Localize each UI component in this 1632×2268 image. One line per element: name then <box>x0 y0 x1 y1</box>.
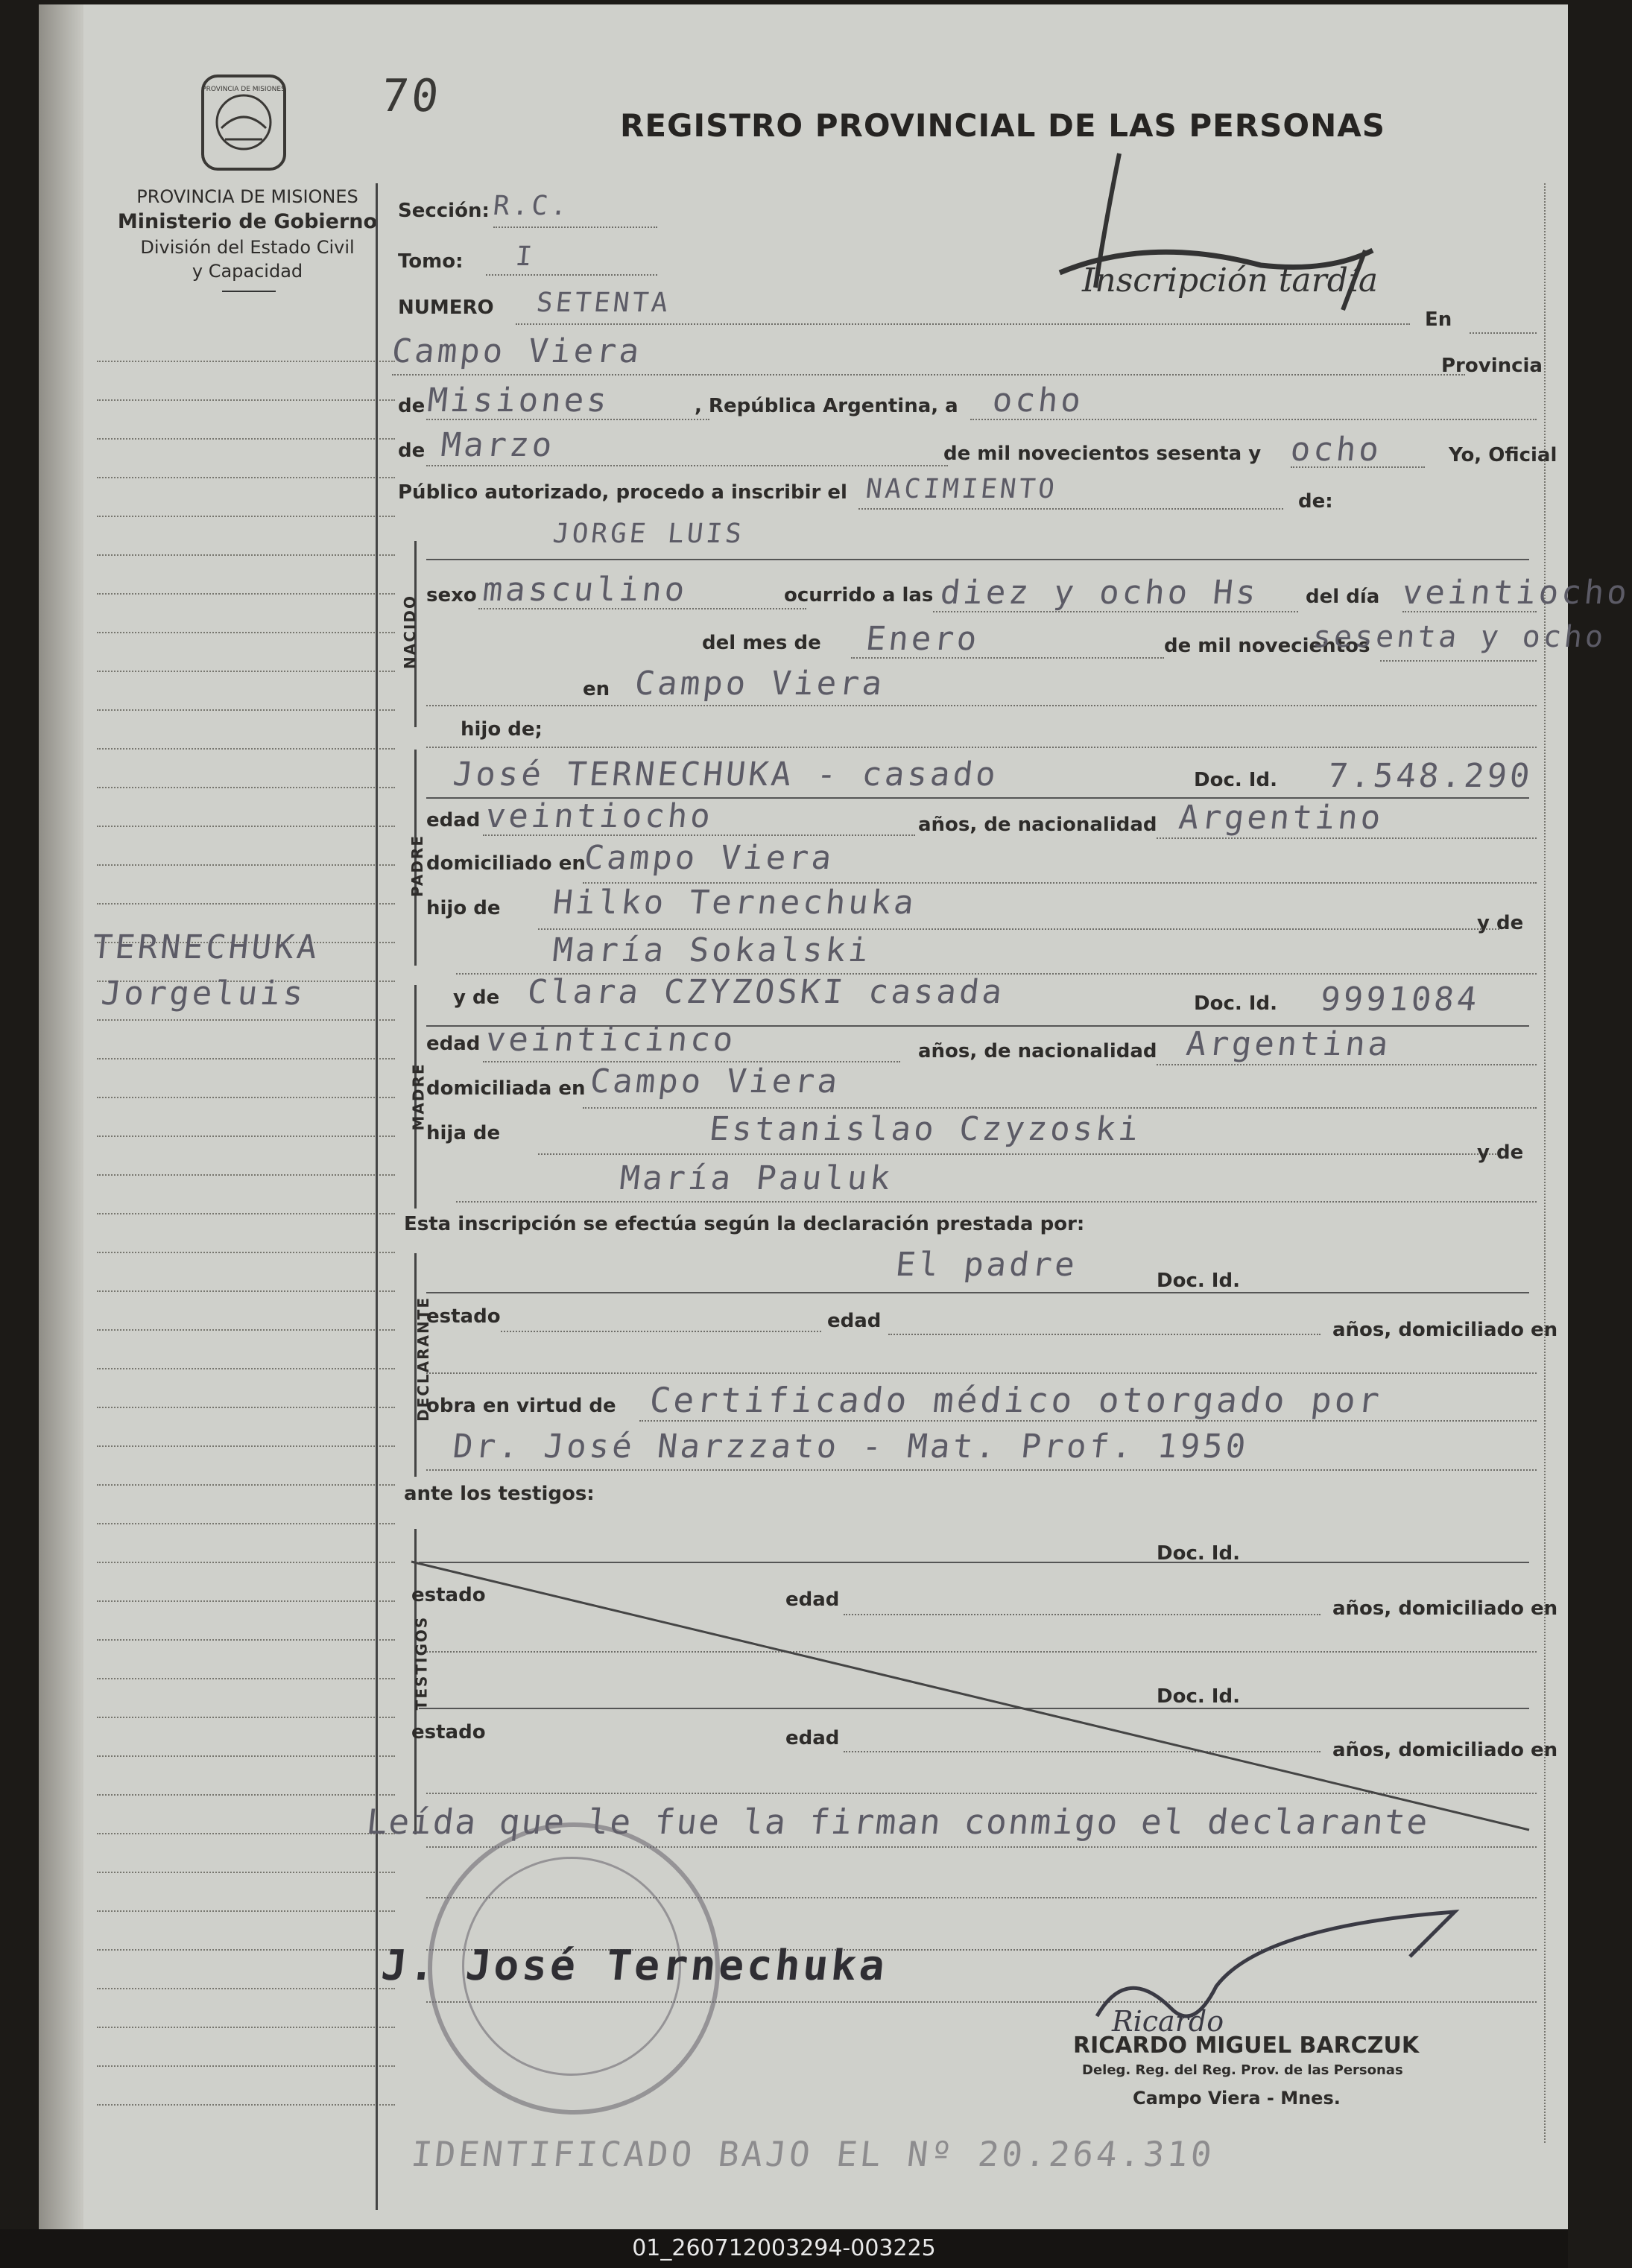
padre-nac-label: años, de nacionalidad <box>918 814 1157 836</box>
nacido-anio-label: de mil novecientos <box>1164 635 1370 657</box>
testigo1-doc-label: Doc. Id. <box>1157 1542 1240 1565</box>
dia-value: ocho <box>990 381 1086 419</box>
crest-text: PROVINCIA DE MISIONES <box>202 86 285 93</box>
acto-value: NACIMIENTO <box>864 474 1059 504</box>
oficial-signature-icon <box>1067 1897 1484 2046</box>
padre-edad-value: veintiocho <box>484 797 715 835</box>
nacido-mes-value: Enero <box>864 620 982 658</box>
madre-section-label: MADRE <box>409 1062 428 1131</box>
madre-edad-label: edad <box>426 1033 481 1055</box>
ocurrido-label: ocurrido a las <box>784 584 934 606</box>
anio-value: ocho <box>1288 431 1384 469</box>
madre-yde2-label: y de <box>1477 1141 1524 1164</box>
institution-line-3: División del Estado Civil <box>140 237 355 258</box>
madre-hija-label: hija de <box>426 1122 501 1144</box>
side-stamp-text: Inscripción tardía <box>1082 262 1379 300</box>
page-binding <box>39 4 83 2229</box>
folio-number: 70 <box>379 70 444 122</box>
padre-doc-label: Doc. Id. <box>1194 769 1277 791</box>
declarante-estado-label: estado <box>426 1305 501 1328</box>
institution-divider <box>222 291 276 292</box>
provincial-crest-icon <box>195 69 292 180</box>
testigo2-estado-label: estado <box>411 1721 486 1743</box>
madre-domicilio: Campo Viera <box>588 1062 843 1100</box>
padre-hijo-label: hijo de <box>426 897 501 919</box>
madre-yde-label: y de <box>453 986 500 1009</box>
declarante-intro: Esta inscripción se efectúa según la declaración prestada por: <box>404 1213 1085 1235</box>
testigo1-dom-label: años, domiciliado en <box>1332 1597 1558 1620</box>
nacido-anio-value: sesenta y ocho <box>1311 620 1608 654</box>
testigo2-doc-label: Doc. Id. <box>1157 1685 1240 1708</box>
nacido-lugar-value: Campo Viera <box>633 665 888 703</box>
sexo-label: sexo <box>426 584 477 606</box>
lugar-value: Campo Viera <box>390 332 645 370</box>
side-stamp-signature <box>1015 139 1425 317</box>
institution-line-2: Ministerio de Gobierno <box>117 210 378 233</box>
provincia-value: Misiones <box>426 381 612 419</box>
scan-filename: 01_260712003294-003225 <box>0 2229 1568 2268</box>
oficial-nombre: RICARDO MIGUEL BARCZUK <box>1073 2033 1420 2059</box>
tomo-label: Tomo: <box>398 250 464 273</box>
declarante-edad-label: edad <box>827 1310 882 1332</box>
padre-nombre: José TERNECHUKA - casado <box>451 756 1001 794</box>
madre-madre-de: María Pauluk <box>618 1159 895 1197</box>
declarante-doc-label: Doc. Id. <box>1157 1270 1240 1292</box>
de-mes-label: de <box>398 440 426 462</box>
nacido-dia-value: veintiocho <box>1400 574 1632 612</box>
anio-label: de mil novecientos sesenta y <box>943 443 1262 465</box>
padre-domicilio: Campo Viera <box>582 839 837 877</box>
testigo2-edad-label: edad <box>785 1727 840 1749</box>
padre-section-label: PADRE <box>408 834 426 897</box>
testigo2-dom-label: años, domiciliado en <box>1332 1739 1558 1761</box>
seccion-label: Sección: <box>398 200 490 222</box>
margin-vertical-rule <box>376 183 378 2210</box>
testigo1-estado-label: estado <box>411 1584 486 1606</box>
nacido-section-label: NACIDO <box>400 595 419 669</box>
padre-edad-label: edad <box>426 809 481 832</box>
mes-label: del mes de <box>702 632 821 654</box>
oficial-cargo: Deleg. Reg. del Reg. Prov. de las Personas <box>1082 2062 1403 2078</box>
en-label: En <box>1425 308 1452 331</box>
sexo-value: masculino <box>481 571 690 609</box>
right-margin-rule <box>1544 183 1546 2143</box>
testigos-section-label: TESTIGOS <box>412 1615 431 1711</box>
padre-madre-de: María Sokalski <box>551 931 873 969</box>
declarante-nombre: El padre <box>894 1246 1080 1284</box>
de-label: de <box>398 395 426 417</box>
madre-doc-label: Doc. Id. <box>1194 992 1277 1015</box>
hora-value: diez y ocho Hs <box>938 574 1261 612</box>
oficial-signature-text: Ricardo <box>1112 2005 1224 2038</box>
madre-padre-de: Estanislao Czyzoski <box>707 1110 1144 1148</box>
oficial-label: Yo, Oficial <box>1449 444 1557 466</box>
de2-label: de: <box>1298 490 1333 513</box>
obra-label: obra en virtud de <box>426 1395 616 1417</box>
margin-given-name: Jorgeluis <box>99 975 309 1013</box>
obra-value-2: Dr. José Narzzato - Mat. Prof. 1950 <box>451 1428 1250 1466</box>
padre-dom-label: domiciliado en <box>426 852 586 875</box>
padre-yde-label: y de <box>1477 912 1524 934</box>
padre-nacionalidad: Argentino <box>1177 799 1386 837</box>
declarante-section-label: DECLARANTE <box>414 1296 433 1422</box>
page-title: REGISTRO PROVINCIAL DE LAS PERSONAS <box>620 107 1386 144</box>
padre-padre-de: Hilko Ternechuka <box>551 884 919 922</box>
madre-dom-label: domiciliada en <box>426 1077 586 1100</box>
registry-page <box>39 4 1632 2229</box>
identificado-text: IDENTIFICADO BAJO EL Nº 20.264.310 <box>409 2134 1217 2174</box>
publico-label: Público autorizado, procedo a inscribir el <box>398 481 847 504</box>
nacido-nombre: JORGE LUIS <box>551 519 746 549</box>
mes-value: Marzo <box>439 426 557 464</box>
hijo-label: hijo de; <box>461 718 543 741</box>
lectura-text: Leída que le fue la firman conmigo el declarante <box>364 1802 1432 1842</box>
madre-nacionalidad: Argentina <box>1184 1025 1394 1063</box>
margin-surname: TERNECHUKA <box>90 928 322 966</box>
numero-label: NUMERO <box>398 297 494 319</box>
testigo1-edad-label: edad <box>785 1588 840 1611</box>
tomo-value: I <box>513 241 537 272</box>
institution-line-4: y Capacidad <box>192 261 303 282</box>
republica-label: , República Argentina, a <box>695 395 958 417</box>
numero-value: SETENTA <box>534 288 672 318</box>
padre-doc-value: 7.548.290 <box>1326 757 1535 795</box>
seccion-value: R.C. <box>491 191 572 221</box>
madre-edad-value: veinticinco <box>484 1021 738 1059</box>
institution-line-1: PROVINCIA DE MISIONES <box>136 186 358 207</box>
madre-doc-value: 9991084 <box>1318 981 1482 1019</box>
nacido-en-label: en <box>583 678 610 700</box>
obra-value: Certificado médico otorgado por <box>648 1380 1385 1420</box>
testigos-cancel-stroke <box>411 1547 1544 1845</box>
testigos-intro: ante los testigos: <box>404 1483 595 1505</box>
declarante-dom-label: años, domiciliado en <box>1332 1319 1558 1341</box>
madre-nac-label: años, de nacionalidad <box>918 1040 1157 1062</box>
dia-label: del día <box>1306 586 1380 608</box>
firma-declarante: J. José Ternechuka <box>379 1942 891 1990</box>
provincia-label: Provincia <box>1441 355 1543 377</box>
madre-nombre: Clara CZYZOSKI casada <box>525 973 1007 1011</box>
oficial-lugar: Campo Viera - Mnes. <box>1133 2088 1341 2109</box>
